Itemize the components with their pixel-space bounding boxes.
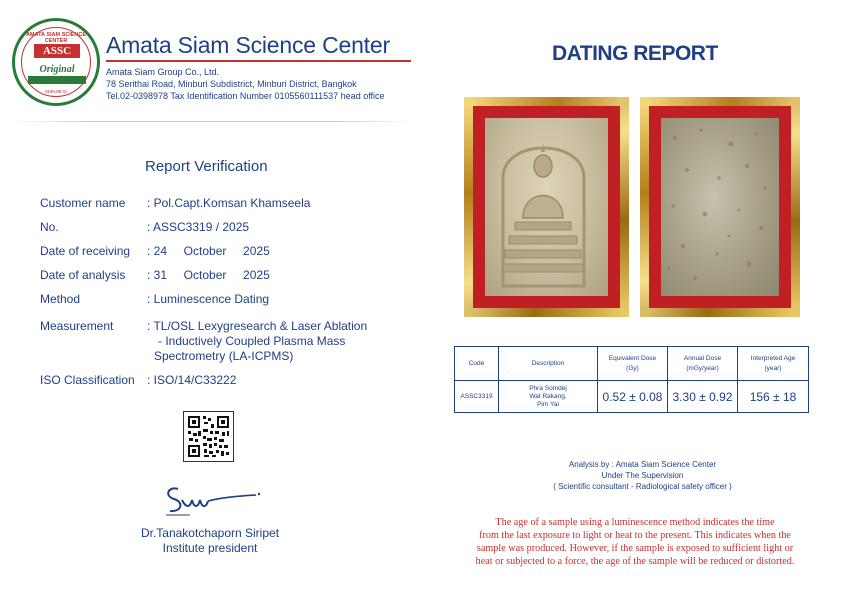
value-measurement-line1: : TL/OSL Lexygresearch & Laser Ablation (147, 319, 368, 333)
logo-inner-ring (21, 27, 91, 97)
header-interpreted-age: Interpreted Age (year) (738, 347, 809, 381)
logo-band (28, 76, 86, 84)
label-date-analysis: Date of analysis (40, 268, 126, 282)
buddha-figure-icon (485, 118, 602, 290)
company-contact: Tel.02-0398978 Tax Identification Number 0105560111537 head office (106, 91, 385, 101)
disclaimer-line-2: from the last exposure to light or heat to the present. This indicates when the (479, 530, 791, 541)
organization-logo-seal (12, 18, 100, 106)
value-customer-name: : Pol.Capt.Komsan Khamseela (147, 196, 311, 210)
analysis-consultant: ( Scientific consultant - Radiological safety officer ) (553, 482, 732, 491)
value-measurement-line2: - Inductively Coupled Plasma Mass (158, 334, 346, 348)
verification-title: Report Verification (145, 158, 268, 175)
logo-badge: ASSC (34, 44, 80, 58)
amulet-front-image (485, 118, 608, 296)
cell-code: ASSC3319 (455, 381, 499, 413)
qr-code-icon (184, 412, 233, 461)
logo-bottom-text: อมตะสยาม (45, 89, 67, 94)
qr-code[interactable] (183, 411, 234, 462)
company-name: Amata Siam Group Co., Ltd. (106, 67, 220, 77)
company-address: 78 Serithai Road, Minburi Subdistrict, Minburi District, Bangkok (106, 79, 357, 89)
disclaimer-line-3: sample was produced. However, if the sample is exposed to sufficient light or (476, 543, 794, 554)
value-report-number: : ASSC3319 / 2025 (147, 220, 250, 234)
value-date-receiving: : 24 October 2025 (147, 244, 270, 258)
analysis-by: Analysis by : Amata Siam Science Center (568, 460, 717, 469)
report-title: DATING REPORT (552, 42, 718, 65)
header-red-rule (106, 60, 411, 62)
value-date-analysis: : 31 October 2025 (147, 268, 270, 282)
signatory-name: Dr.Tanakotchaporn Siripet (140, 526, 280, 540)
cell-interpreted-age: 156 ± 18 (738, 381, 809, 413)
disclaimer-line-1: The age of a sample using a luminescence method indicates the time (495, 517, 775, 528)
table-header-row (455, 347, 809, 381)
amulet-back-photo (640, 97, 800, 317)
header-code: Code (455, 347, 499, 381)
label-report-number: No. (40, 220, 59, 234)
age-disclaimer (430, 516, 840, 568)
amulet-texture-icon (661, 118, 773, 290)
cell-annual-dose: 3.30 ± 0.92 (668, 381, 738, 413)
value-method: : Luminescence Dating (147, 292, 270, 306)
amulet-front-photo (464, 97, 629, 317)
label-measurement: Measurement (40, 319, 114, 333)
value-iso-classification: : ISO/14/C33222 (147, 373, 237, 387)
value-measurement-line3: Spectrometry (LA-ICPMS) (154, 349, 294, 363)
label-iso-classification: ISO Classification (40, 373, 135, 387)
disclaimer-line-4: heat or subjected to a force, the age of the sample will be reduced or distorted. (475, 556, 795, 567)
amulet-back-image (661, 118, 779, 296)
organization-name: Amata Siam Science Center (106, 32, 390, 58)
cell-description: Phra Somdej Wat Rakang, Pim Yai (499, 381, 598, 413)
label-customer-name: Customer name (40, 196, 126, 210)
signatory-role: Institute president (162, 541, 258, 555)
header-equivalent-dose: Equivalent Dose (Gy) (598, 347, 668, 381)
header-annual-dose: Annual Dose (mGy/year) (668, 347, 738, 381)
analysis-supervision: Under The Supervision (601, 471, 684, 480)
header-description: Description (499, 347, 598, 381)
table-row (455, 381, 809, 413)
logo-script: Original (39, 64, 75, 75)
signature-scribble (160, 482, 265, 518)
dating-results-table (454, 346, 809, 413)
label-method: Method (40, 292, 81, 306)
cell-equivalent-dose: 0.52 ± 0.08 (598, 381, 668, 413)
header-divider (10, 121, 415, 122)
logo-ring-text: AMATA SIAM SCIENCE CENTER (25, 32, 87, 44)
label-date-receiving: Date of receiving (40, 244, 131, 258)
